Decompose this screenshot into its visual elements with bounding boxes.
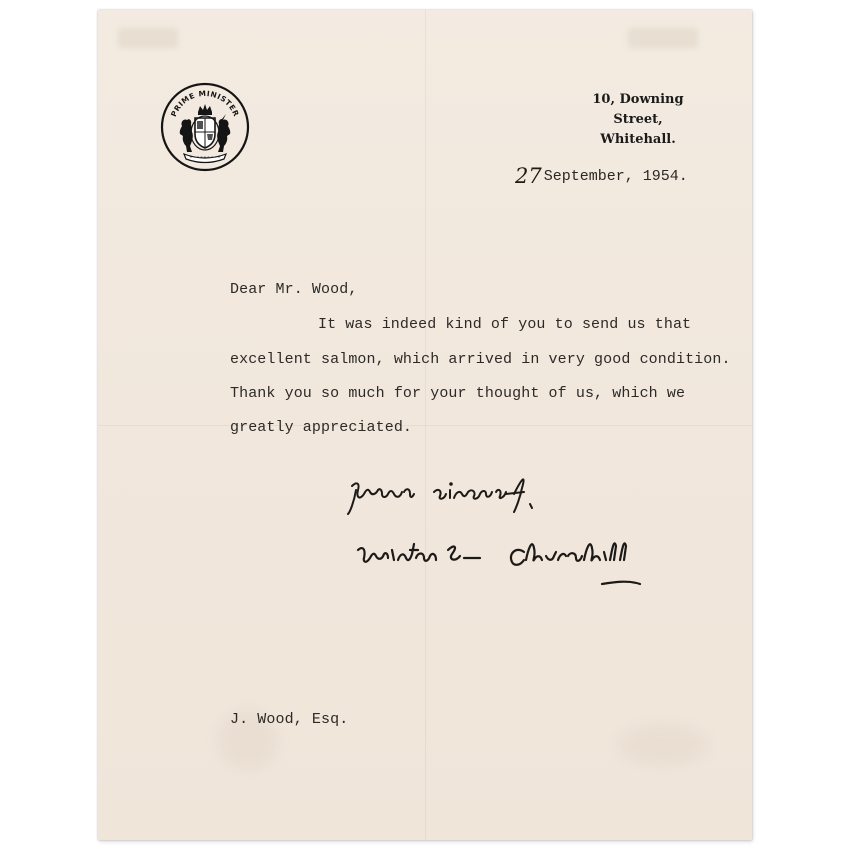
address-district: Whitehall. <box>600 132 676 147</box>
date-day-handwritten: 27 <box>515 164 542 188</box>
handwritten-signature <box>356 532 656 602</box>
body-line: It was indeed kind of you to send us that <box>318 316 692 333</box>
letter-sheet <box>98 10 752 840</box>
body-line: Thank you so much for your thought of us, which we <box>230 385 686 402</box>
recipient-line: J. Wood, Esq. <box>230 711 349 728</box>
salutation: Dear Mr. Wood, <box>230 281 358 298</box>
letter-date <box>515 161 688 188</box>
letterhead-address <box>568 90 708 150</box>
handwritten-closing <box>346 468 586 518</box>
faint-offset-mark <box>118 28 178 48</box>
faint-offset-mark <box>628 28 698 48</box>
body-line: excellent salmon, which arrived in very good condition. <box>230 351 731 368</box>
royal-coat-of-arms-icon <box>160 82 250 172</box>
crest-text: PRIME MINISTER <box>169 88 241 119</box>
fold-line-horizontal <box>98 425 752 426</box>
body-line: greatly appreciated. <box>230 419 413 436</box>
date-month-year: September, 1954. <box>543 168 688 185</box>
paper-stain <box>618 725 708 765</box>
address-street: 10, Downing Street, <box>592 92 684 127</box>
